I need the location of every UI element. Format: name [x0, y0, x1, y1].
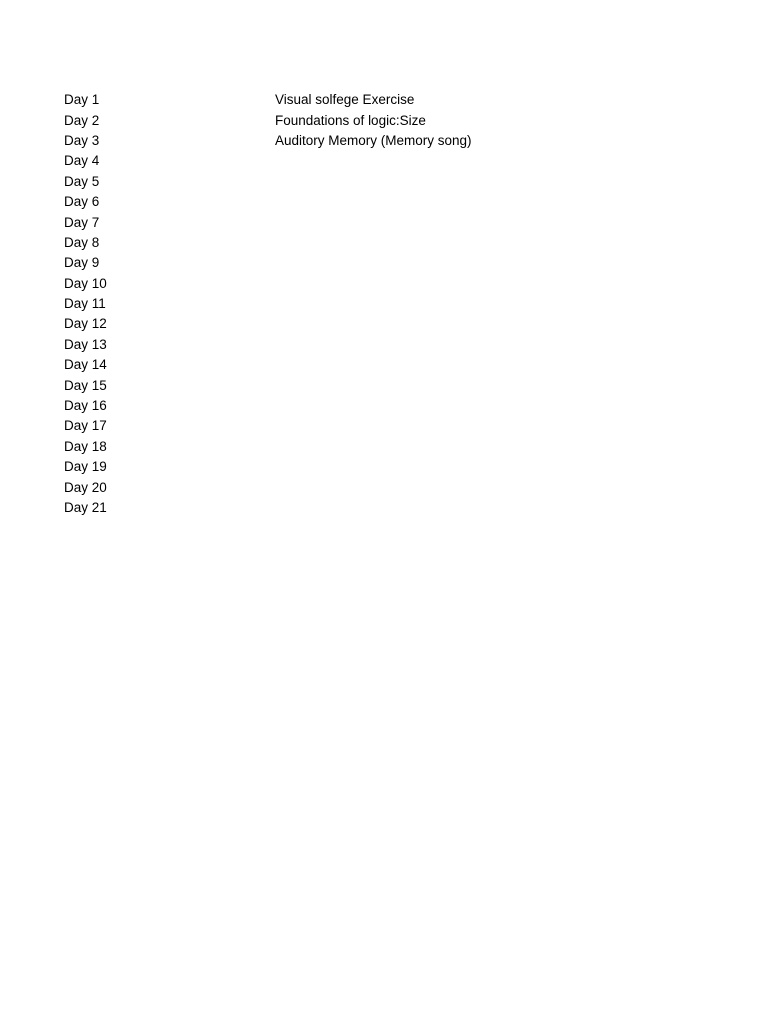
day-cell: Day 10 [64, 275, 107, 291]
day-cell: Day 18 [64, 438, 107, 454]
schedule-row [64, 151, 724, 171]
day-cell: Day 4 [64, 153, 100, 169]
schedule-row [64, 396, 724, 416]
schedule-row [64, 131, 724, 151]
schedule-row [64, 314, 724, 334]
day-cell: Day 15 [64, 377, 107, 393]
schedule-row [64, 457, 724, 477]
schedule-row [64, 375, 724, 395]
activity-cell: Auditory Memory (Memory song) [275, 132, 472, 148]
activity-cell: Visual solfege Exercise [275, 92, 415, 108]
day-cell: Day 20 [64, 479, 107, 495]
schedule-row [64, 335, 724, 355]
schedule-row [64, 274, 724, 294]
day-cell: Day 7 [64, 214, 100, 230]
day-cell: Day 2 [64, 112, 100, 128]
schedule-sheet [64, 90, 724, 518]
day-cell: Day 1 [64, 92, 100, 108]
activity-cell: Foundations of logic:Size [275, 112, 426, 128]
schedule-row [64, 437, 724, 457]
schedule-row [64, 253, 724, 273]
day-cell: Day 13 [64, 336, 107, 352]
day-cell: Day 16 [64, 398, 107, 414]
schedule-row [64, 110, 724, 130]
day-cell: Day 5 [64, 173, 100, 189]
day-cell: Day 19 [64, 459, 107, 475]
schedule-row [64, 172, 724, 192]
schedule-row [64, 212, 724, 232]
day-cell: Day 9 [64, 255, 100, 271]
day-cell: Day 3 [64, 132, 100, 148]
schedule-row [64, 233, 724, 253]
schedule-row [64, 498, 724, 518]
day-cell: Day 8 [64, 234, 100, 250]
day-cell: Day 12 [64, 316, 107, 332]
day-cell: Day 14 [64, 357, 107, 373]
schedule-row [64, 477, 724, 497]
schedule-row [64, 416, 724, 436]
day-cell: Day 21 [64, 500, 107, 515]
schedule-row [64, 294, 724, 314]
schedule-row [64, 355, 724, 375]
day-cell: Day 6 [64, 194, 100, 210]
schedule-row [64, 90, 724, 110]
day-cell: Day 11 [64, 296, 106, 312]
day-cell: Day 17 [64, 418, 107, 434]
schedule-row [64, 192, 724, 212]
